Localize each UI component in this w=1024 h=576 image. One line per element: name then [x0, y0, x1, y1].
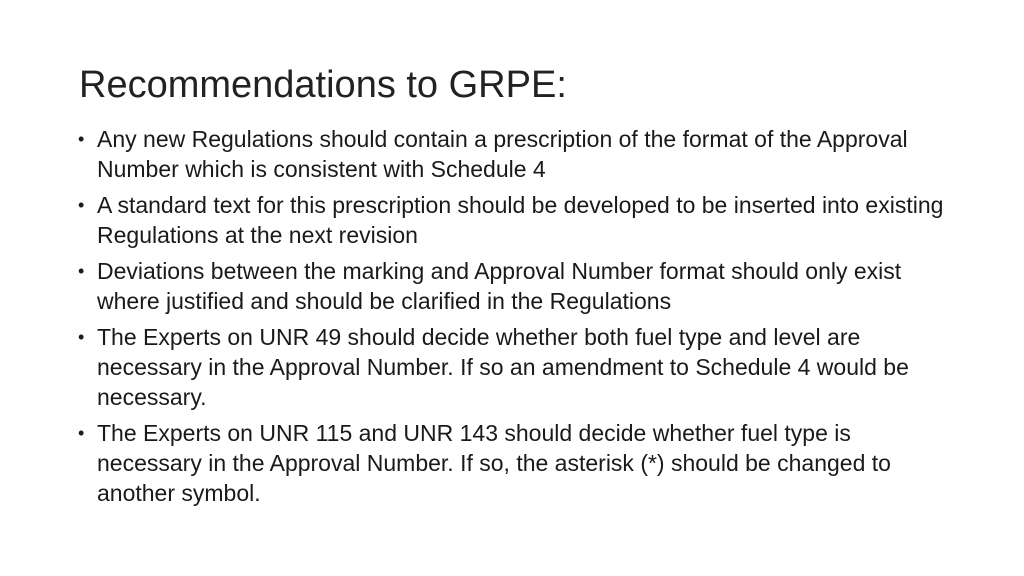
bullet-list	[78, 124, 958, 514]
bullet-item	[78, 190, 958, 250]
bullet-text: Any new Regulations should contain a prescription of the format of the Approval Number which is consistent with Schedule 4	[97, 126, 908, 182]
bullet-icon: •	[78, 195, 85, 215]
bullet-icon: •	[78, 423, 85, 443]
bullet-text: The Experts on UNR 49 should decide whether both fuel type and level are necessary in the Approval Number. If so an amendment to Schedule 4 would be necessary.	[97, 324, 909, 410]
bullet-item	[78, 124, 958, 184]
bullet-text: Deviations between the marking and Approval Number format should only exist where justified and should be clarified in the Regulations	[97, 258, 902, 314]
bullet-item	[78, 256, 958, 316]
slide-title: Recommendations to GRPE:	[79, 64, 567, 106]
bullet-item	[78, 322, 958, 412]
bullet-item	[78, 418, 958, 508]
bullet-text: The Experts on UNR 115 and UNR 143 should decide whether fuel type is necessary in the Approval Number. If so, the asterisk (*) should be changed to another symbol.	[97, 420, 891, 506]
bullet-text: A standard text for this prescription should be developed to be inserted into existing Regulations at the next revision	[97, 192, 944, 248]
bullet-icon: •	[78, 129, 85, 149]
bullet-icon: •	[78, 261, 85, 281]
bullet-icon: •	[78, 327, 85, 347]
